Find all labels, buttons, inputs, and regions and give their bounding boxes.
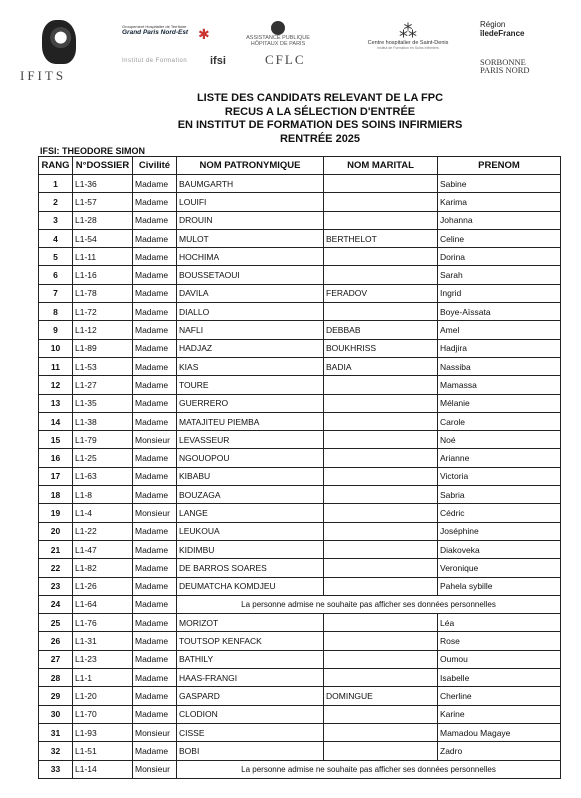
- cell-prenom: Nassiba: [438, 357, 561, 375]
- portrait-icon: [42, 20, 76, 64]
- cell-dossier: L1-72: [73, 303, 133, 321]
- cell-civilite: Madame: [133, 705, 177, 723]
- cell-rang: 8: [39, 303, 73, 321]
- cell-prenom: Hadjira: [438, 339, 561, 357]
- cell-dossier: L1-78: [73, 284, 133, 302]
- document-title: [140, 92, 500, 146]
- cell-nom-marital: [324, 303, 438, 321]
- table-row: [39, 614, 561, 632]
- ifsi-label: IFSI: THEODORE SIMON: [40, 146, 146, 156]
- table-row: [39, 559, 561, 577]
- ifits-logo: [20, 20, 95, 82]
- cell-rang: 14: [39, 412, 73, 430]
- cell-civilite: Madame: [133, 632, 177, 650]
- cell-nom-patronymique: BAUMGARTH: [177, 175, 324, 193]
- cell-dossier: L1-79: [73, 431, 133, 449]
- cell-nom-marital: [324, 669, 438, 687]
- cell-dossier: L1-12: [73, 321, 133, 339]
- table-row: [39, 650, 561, 668]
- title-line: RENTRÉE 2025: [279, 132, 361, 145]
- header-civilite: Civilité: [133, 157, 177, 175]
- cell-rang: 19: [39, 504, 73, 522]
- cell-dossier: L1-82: [73, 559, 133, 577]
- cell-civilite: Madame: [133, 486, 177, 504]
- cell-civilite: Madame: [133, 284, 177, 302]
- cell-prenom: Carole: [438, 412, 561, 430]
- table-row: [39, 321, 561, 339]
- cell-rang: 10: [39, 339, 73, 357]
- cell-dossier: L1-11: [73, 248, 133, 266]
- table-row: [39, 394, 561, 412]
- cell-civilite: Madame: [133, 339, 177, 357]
- sorbonne-logo: [480, 58, 530, 74]
- cell-prenom: Oumou: [438, 650, 561, 668]
- cell-nom-marital: [324, 650, 438, 668]
- cell-prenom: Diakoveka: [438, 540, 561, 558]
- cell-civilite: Madame: [133, 467, 177, 485]
- header-prenom: PRENOM: [438, 157, 561, 175]
- cell-nom-patronymique: TOUTSOP KENFACK: [177, 632, 324, 650]
- cell-rang: 6: [39, 266, 73, 284]
- table-row: [39, 284, 561, 302]
- cell-nom-marital: BERTHELOT: [324, 229, 438, 247]
- cell-civilite: Madame: [133, 248, 177, 266]
- table-row: [39, 577, 561, 595]
- table-row: [39, 742, 561, 760]
- cell-privacy-notice: La personne admise ne souhaite pas afficher ses données personnelles: [177, 760, 561, 778]
- cell-dossier: L1-76: [73, 614, 133, 632]
- cell-nom-marital: FERADOV: [324, 284, 438, 302]
- title-line: EN INSTITUT DE FORMATION DES SOINS INFIRMIERS: [177, 119, 463, 131]
- ifsi-logo: ifsi: [210, 55, 226, 67]
- cell-civilite: Madame: [133, 669, 177, 687]
- cell-prenom: Sarah: [438, 266, 561, 284]
- cell-nom-patronymique: KIDIMBU: [177, 540, 324, 558]
- cell-prenom: Amel: [438, 321, 561, 339]
- cflc-logo: CFLC: [265, 52, 306, 67]
- cell-nom-marital: BOUKHRISS: [324, 339, 438, 357]
- table-row: [39, 540, 561, 558]
- table-row: [39, 760, 561, 778]
- cell-rang: 32: [39, 742, 73, 760]
- cell-nom-marital: [324, 522, 438, 540]
- cell-nom-marital: [324, 632, 438, 650]
- cell-dossier: L1-54: [73, 229, 133, 247]
- cell-dossier: L1-63: [73, 467, 133, 485]
- cell-rang: 12: [39, 376, 73, 394]
- cell-nom-patronymique: HADJAZ: [177, 339, 324, 357]
- cell-nom-patronymique: BOBI: [177, 742, 324, 760]
- cell-dossier: L1-28: [73, 211, 133, 229]
- cell-rang: 33: [39, 760, 73, 778]
- cell-dossier: L1-35: [73, 394, 133, 412]
- cell-nom-patronymique: BATHILY: [177, 650, 324, 668]
- chsd-logo-sub: Institut de Formation en Soins Infirmiers: [377, 46, 439, 50]
- gpne-logo: [122, 24, 202, 64]
- cell-rang: 25: [39, 614, 73, 632]
- cell-prenom: Pahela sybille: [438, 577, 561, 595]
- cell-nom-marital: [324, 742, 438, 760]
- cell-nom-marital: [324, 211, 438, 229]
- cell-nom-patronymique: DE BARROS SOARES: [177, 559, 324, 577]
- cell-nom-marital: [324, 705, 438, 723]
- cell-rang: 23: [39, 577, 73, 595]
- gpne-logo-line1: Groupement Hospitalier de Territoire: [122, 24, 187, 29]
- cell-dossier: L1-70: [73, 705, 133, 723]
- cell-civilite: Monsieur: [133, 504, 177, 522]
- cell-rang: 31: [39, 723, 73, 741]
- cell-rang: 3: [39, 211, 73, 229]
- cell-rang: 17: [39, 467, 73, 485]
- cell-civilite: Madame: [133, 412, 177, 430]
- header-nom-patronymique: NOM PATRONYMIQUE: [177, 157, 324, 175]
- cell-civilite: Madame: [133, 577, 177, 595]
- cell-nom-patronymique: GUERRERO: [177, 394, 324, 412]
- table-row: [39, 632, 561, 650]
- cell-nom-marital: [324, 449, 438, 467]
- cell-civilite: Madame: [133, 193, 177, 211]
- cell-prenom: Rose: [438, 632, 561, 650]
- cell-nom-patronymique: GASPARD: [177, 687, 324, 705]
- cell-prenom: Karima: [438, 193, 561, 211]
- cell-civilite: Madame: [133, 229, 177, 247]
- region-logo: [480, 20, 524, 38]
- cell-civilite: Monsieur: [133, 431, 177, 449]
- cell-nom-patronymique: NAFLI: [177, 321, 324, 339]
- table-row: [39, 669, 561, 687]
- cell-dossier: L1-89: [73, 339, 133, 357]
- cell-nom-patronymique: HAAS-FRANGI: [177, 669, 324, 687]
- cell-nom-marital: DOMINGUE: [324, 687, 438, 705]
- cell-nom-patronymique: MATAJITEU PIEMBA: [177, 412, 324, 430]
- cell-civilite: Madame: [133, 376, 177, 394]
- cell-dossier: L1-51: [73, 742, 133, 760]
- cell-dossier: L1-53: [73, 357, 133, 375]
- cell-prenom: Sabria: [438, 486, 561, 504]
- cell-dossier: L1-27: [73, 376, 133, 394]
- cell-prenom: Isabelle: [438, 669, 561, 687]
- cell-dossier: L1-16: [73, 266, 133, 284]
- cell-nom-marital: [324, 193, 438, 211]
- header-rang: RANG: [39, 157, 73, 175]
- header-logos: [0, 0, 581, 85]
- aphp-logo-text: ASSISTANCE PUBLIQUE HÔPITAUX DE PARIS: [246, 35, 310, 47]
- chsd-logo-name: Centre hospitalier de Saint-Denis: [367, 40, 449, 46]
- region-logo-line2: îledeFrance: [480, 29, 525, 38]
- cell-prenom: Johanna: [438, 211, 561, 229]
- aphp-logo: [238, 21, 318, 47]
- cell-civilite: Madame: [133, 449, 177, 467]
- gpne-logo-line3: Institut de Formation: [122, 58, 188, 64]
- cell-prenom: Mamadou Magaye: [438, 723, 561, 741]
- cell-nom-patronymique: DAVILA: [177, 284, 324, 302]
- cell-nom-patronymique: LOUIFI: [177, 193, 324, 211]
- cell-nom-marital: [324, 559, 438, 577]
- cell-nom-patronymique: TOURE: [177, 376, 324, 394]
- cell-rang: 26: [39, 632, 73, 650]
- table-row: [39, 339, 561, 357]
- cell-rang: 2: [39, 193, 73, 211]
- star-icon: ✱: [198, 26, 210, 42]
- cell-nom-patronymique: KIBABU: [177, 467, 324, 485]
- cell-civilite: Madame: [133, 650, 177, 668]
- title-line: RECUS A LA SÉLECTION D'ENTRÉE: [224, 105, 416, 118]
- table-row: [39, 266, 561, 284]
- cell-prenom: Dorina: [438, 248, 561, 266]
- gpne-logo-line2: Grand Paris Nord-Est: [122, 29, 189, 36]
- cell-nom-patronymique: DIALLO: [177, 303, 324, 321]
- cell-nom-patronymique: CLODION: [177, 705, 324, 723]
- cell-rang: 24: [39, 595, 73, 613]
- cell-nom-patronymique: BOUZAGA: [177, 486, 324, 504]
- table-row: [39, 595, 561, 613]
- cell-dossier: L1-25: [73, 449, 133, 467]
- cell-nom-marital: [324, 467, 438, 485]
- cell-dossier: L1-26: [73, 577, 133, 595]
- cell-nom-marital: [324, 431, 438, 449]
- cell-prenom: Mélanie: [438, 394, 561, 412]
- cell-dossier: L1-4: [73, 504, 133, 522]
- cell-rang: 7: [39, 284, 73, 302]
- cell-civilite: Madame: [133, 394, 177, 412]
- cell-dossier: L1-20: [73, 687, 133, 705]
- cell-nom-patronymique: CISSE: [177, 723, 324, 741]
- table-row: [39, 412, 561, 430]
- cell-rang: 28: [39, 669, 73, 687]
- table-row: [39, 522, 561, 540]
- cell-civilite: Madame: [133, 522, 177, 540]
- cell-prenom: Noé: [438, 431, 561, 449]
- cell-civilite: Monsieur: [133, 723, 177, 741]
- cell-dossier: L1-14: [73, 760, 133, 778]
- aphp-emblem-icon: [271, 21, 285, 35]
- cell-rang: 13: [39, 394, 73, 412]
- cell-civilite: Madame: [133, 321, 177, 339]
- cell-rang: 1: [39, 175, 73, 193]
- table-row: [39, 193, 561, 211]
- cell-civilite: Madame: [133, 357, 177, 375]
- cell-nom-patronymique: MORIZOT: [177, 614, 324, 632]
- cell-nom-patronymique: HOCHIMA: [177, 248, 324, 266]
- ifits-logo-text: IFITS: [20, 68, 67, 83]
- cell-rang: 30: [39, 705, 73, 723]
- cell-rang: 4: [39, 229, 73, 247]
- cell-prenom: Arianne: [438, 449, 561, 467]
- cell-rang: 9: [39, 321, 73, 339]
- title-line: LISTE DES CANDIDATS RELEVANT DE LA FPC: [196, 92, 444, 104]
- table-row: [39, 248, 561, 266]
- cell-civilite: Madame: [133, 595, 177, 613]
- cell-civilite: Madame: [133, 211, 177, 229]
- table-row: [39, 211, 561, 229]
- cell-prenom: Veronique: [438, 559, 561, 577]
- cell-nom-patronymique: LEUKOUA: [177, 522, 324, 540]
- cell-rang: 16: [39, 449, 73, 467]
- cell-dossier: L1-36: [73, 175, 133, 193]
- cell-dossier: L1-23: [73, 650, 133, 668]
- cell-nom-marital: DEBBAB: [324, 321, 438, 339]
- cell-prenom: Celine: [438, 229, 561, 247]
- cell-prenom: Karine: [438, 705, 561, 723]
- table-row: [39, 229, 561, 247]
- cell-rang: 20: [39, 522, 73, 540]
- cell-rang: 18: [39, 486, 73, 504]
- cell-rang: 27: [39, 650, 73, 668]
- cell-nom-patronymique: MULOT: [177, 229, 324, 247]
- cell-nom-marital: [324, 540, 438, 558]
- candidates-table: [38, 156, 561, 779]
- cell-nom-patronymique: BOUSSETAOUI: [177, 266, 324, 284]
- cell-nom-marital: BADIA: [324, 357, 438, 375]
- cell-rang: 11: [39, 357, 73, 375]
- header-nom-marital: NOM MARITAL: [324, 157, 438, 175]
- cell-rang: 22: [39, 559, 73, 577]
- cell-dossier: L1-8: [73, 486, 133, 504]
- cell-rang: 15: [39, 431, 73, 449]
- cell-prenom: Léa: [438, 614, 561, 632]
- cell-dossier: L1-47: [73, 540, 133, 558]
- cell-civilite: Madame: [133, 614, 177, 632]
- table-header-row: [39, 157, 561, 175]
- cell-nom-marital: [324, 614, 438, 632]
- table-row: [39, 449, 561, 467]
- cell-prenom: Sabine: [438, 175, 561, 193]
- cell-nom-marital: [324, 175, 438, 193]
- region-logo-line1: Région: [480, 20, 506, 29]
- table-row: [39, 687, 561, 705]
- cell-dossier: L1-22: [73, 522, 133, 540]
- cell-prenom: Victoria: [438, 467, 561, 485]
- chsd-logo: [358, 22, 458, 50]
- table-row: [39, 357, 561, 375]
- cell-rang: 5: [39, 248, 73, 266]
- cell-prenom: Zadro: [438, 742, 561, 760]
- cell-nom-marital: [324, 723, 438, 741]
- cell-nom-marital: [324, 486, 438, 504]
- cell-civilite: Madame: [133, 742, 177, 760]
- sorbonne-logo-line1: SORBONNE: [480, 57, 526, 67]
- cell-dossier: L1-93: [73, 723, 133, 741]
- cell-privacy-notice: La personne admise ne souhaite pas afficher ses données personnelles: [177, 595, 561, 613]
- table-row: [39, 175, 561, 193]
- cell-nom-patronymique: NGOUOPOU: [177, 449, 324, 467]
- cell-dossier: L1-1: [73, 669, 133, 687]
- chsd-emblem-icon: ⁂: [399, 21, 417, 41]
- header-dossier: N°DOSSIER: [73, 157, 133, 175]
- cell-nom-marital: [324, 266, 438, 284]
- table-row: [39, 504, 561, 522]
- cell-nom-patronymique: KIAS: [177, 357, 324, 375]
- cell-prenom: Boye-Aïssata: [438, 303, 561, 321]
- cell-nom-marital: [324, 504, 438, 522]
- table-body: [39, 175, 561, 779]
- cell-nom-patronymique: LANGE: [177, 504, 324, 522]
- sorbonne-logo-line2: PARIS NORD: [480, 65, 530, 75]
- table-row: [39, 723, 561, 741]
- cell-civilite: Madame: [133, 687, 177, 705]
- cell-nom-marital: [324, 394, 438, 412]
- cell-dossier: L1-31: [73, 632, 133, 650]
- cell-nom-marital: [324, 412, 438, 430]
- cell-nom-marital: [324, 248, 438, 266]
- cell-prenom: Ingrid: [438, 284, 561, 302]
- table-row: [39, 467, 561, 485]
- table-row: [39, 486, 561, 504]
- cell-rang: 29: [39, 687, 73, 705]
- cell-nom-marital: [324, 376, 438, 394]
- cell-prenom: Cédric: [438, 504, 561, 522]
- cell-nom-marital: [324, 577, 438, 595]
- cell-dossier: L1-38: [73, 412, 133, 430]
- cell-dossier: L1-57: [73, 193, 133, 211]
- cell-civilite: Madame: [133, 303, 177, 321]
- cell-prenom: Mamassa: [438, 376, 561, 394]
- table-row: [39, 431, 561, 449]
- table-row: [39, 376, 561, 394]
- cell-civilite: Monsieur: [133, 760, 177, 778]
- cell-civilite: Madame: [133, 559, 177, 577]
- table-row: [39, 303, 561, 321]
- cell-civilite: Madame: [133, 175, 177, 193]
- cell-civilite: Madame: [133, 540, 177, 558]
- cell-nom-patronymique: DROUIN: [177, 211, 324, 229]
- table-row: [39, 705, 561, 723]
- cell-nom-patronymique: DEUMATCHA KOMDJEU: [177, 577, 324, 595]
- cell-dossier: L1-64: [73, 595, 133, 613]
- cell-civilite: Madame: [133, 266, 177, 284]
- cell-rang: 21: [39, 540, 73, 558]
- cell-nom-patronymique: LEVASSEUR: [177, 431, 324, 449]
- cell-prenom: Cherline: [438, 687, 561, 705]
- cell-prenom: Joséphine: [438, 522, 561, 540]
